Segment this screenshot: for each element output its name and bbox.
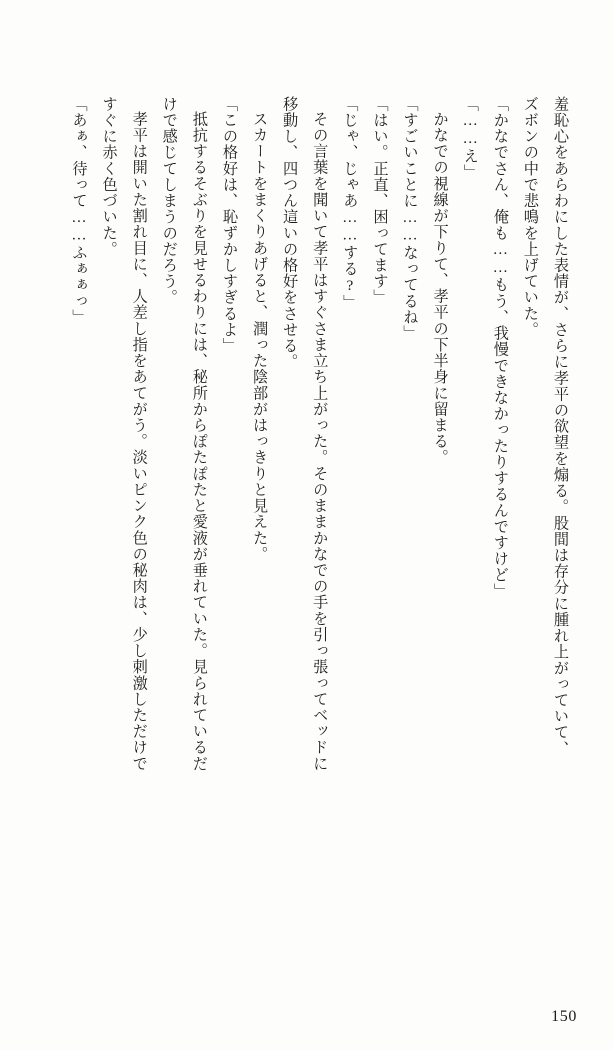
page-number: 150 <box>551 1008 577 1025</box>
text-line: 「あぁ、待って……ふぁぁっ」 <box>70 96 88 326</box>
text-line: すぐに赤く色づいた。 <box>100 96 118 258</box>
text-line: 「この格好は、恥ずかしすぎるよ」 <box>220 96 238 354</box>
text-line: その言葉を聞いて孝平はすぐさま立ち上がった。そのままかなでの手を引っ張ってベッドに <box>311 111 329 772</box>
text-line: 抵抗するそぶりを見せるわりには、秘所からぽたぽたと愛液が垂れていた。見られているだ <box>190 111 208 772</box>
body-text <box>70 96 575 956</box>
text-line: 「……え」 <box>461 96 479 181</box>
text-line: けで感じてしまうのだろう。 <box>160 96 178 306</box>
text-line: 羞恥心をあらわにした表情が、さらに孝平の欲望を煽る。股間は存分に腫れ上がっていて、 <box>552 96 569 757</box>
text-line: 移動し、四つん這いの格好をさせる。 <box>281 96 299 370</box>
text-line: 「じゃ、じゃあ……する?」 <box>341 96 359 311</box>
text-line: かなでの視線が下りて、孝平の下半身に留まる。 <box>431 111 449 466</box>
text-line: 孝平は開いた割れ目に、人差し指をあてがう。淡いピンク色の秘肉は、少し刺激しただけで <box>130 111 148 772</box>
text-line: ズボンの中で悲鳴を上げていた。 <box>521 96 539 338</box>
text-line: スカートをまくりあげると、潤った陰部がはっきりと見えた。 <box>251 111 269 563</box>
text-line: 「すごいことに……なってるね」 <box>401 96 419 342</box>
text-line: 「はい。正直、困ってます」 <box>371 96 389 306</box>
text-line: 「かなでさん、俺も……もう、我慢できなかったりするんですけど」 <box>491 96 509 600</box>
